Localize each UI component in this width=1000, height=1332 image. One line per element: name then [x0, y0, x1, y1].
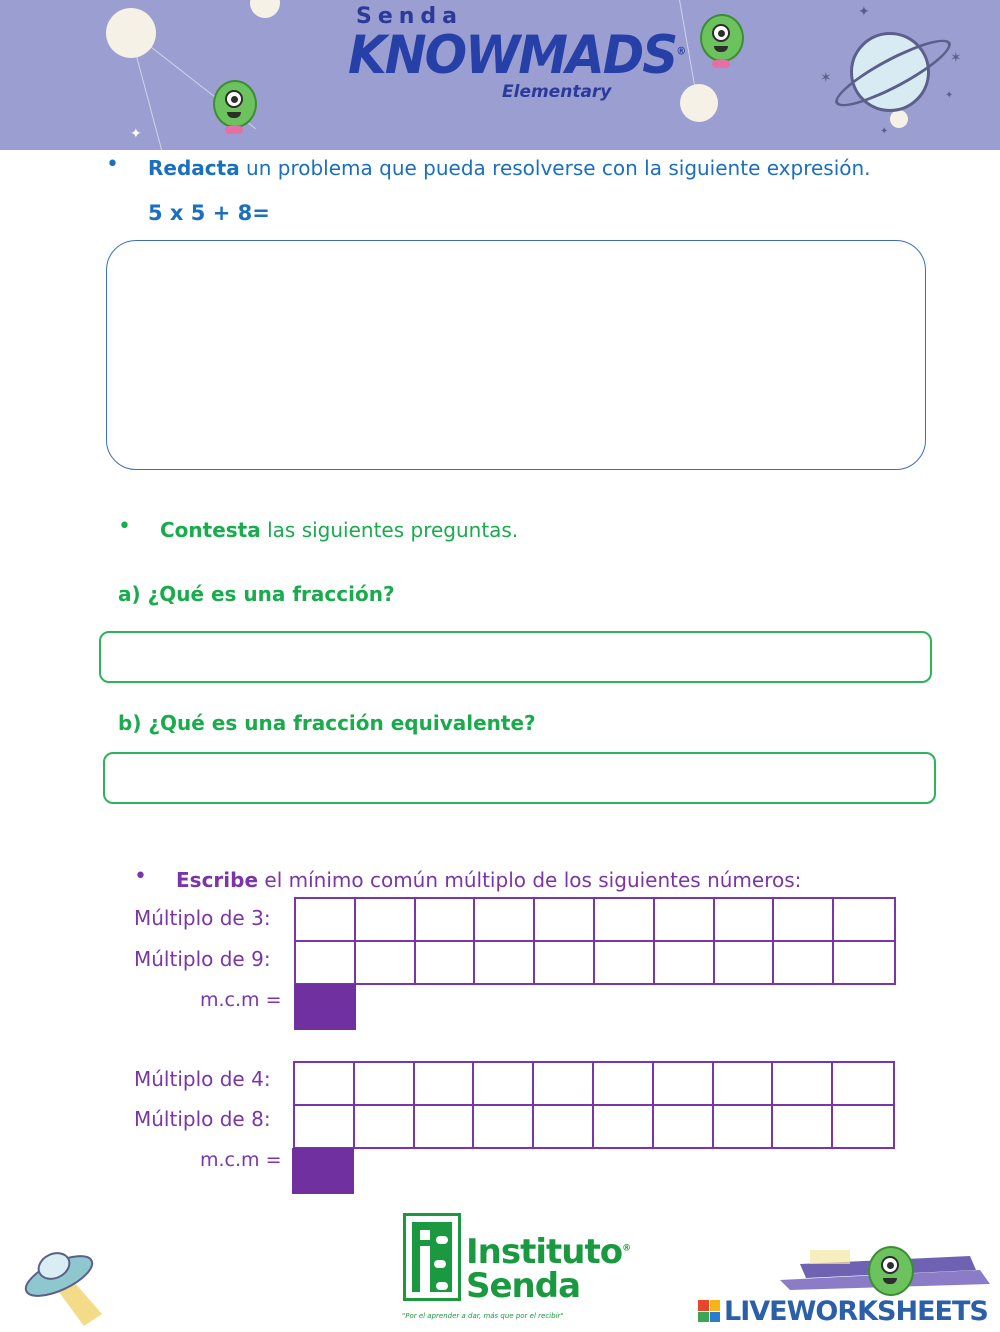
grid-cell[interactable]: [654, 1063, 714, 1104]
grid-cell[interactable]: [535, 942, 595, 983]
question-a: a) ¿Qué es una fracción?: [118, 582, 395, 606]
star-icon: ✦: [130, 126, 142, 142]
row-label-multiples-4: Múltiplo de 4:: [134, 1067, 271, 1091]
row-label-multiples-9: Múltiplo de 9:: [134, 947, 271, 971]
grid-cell[interactable]: [715, 942, 775, 983]
section3-instruction: [176, 868, 801, 892]
brand-main-text: KNOWMADS: [348, 24, 677, 86]
mcm-label: m.c.m =: [200, 989, 282, 1011]
star-icon: ✶: [950, 50, 962, 66]
grid-cell[interactable]: [534, 1063, 594, 1104]
grid-cell[interactable]: [773, 1063, 833, 1104]
star-icon: ✦: [945, 90, 954, 101]
bullet-icon: •: [134, 864, 147, 889]
mcm-answer-box[interactable]: [294, 984, 356, 1030]
multiples-9-grid: [294, 940, 896, 985]
grid-cell[interactable]: [474, 1063, 534, 1104]
grid-cell[interactable]: [715, 899, 775, 940]
grid-cell[interactable]: [416, 942, 476, 983]
grid-cell[interactable]: [774, 899, 834, 940]
grid-cell[interactable]: [356, 942, 416, 983]
row-label-multiples-3: Múltiplo de 3:: [134, 906, 271, 930]
grid-cell[interactable]: [534, 1106, 594, 1147]
instruction-bold: Contesta: [160, 518, 261, 542]
star-icon: ✦: [880, 126, 889, 137]
section1-instruction: [148, 156, 871, 180]
header-banner: [0, 0, 1000, 150]
grid-cell[interactable]: [655, 899, 715, 940]
multiples-8-grid: [293, 1104, 895, 1149]
grid-cell[interactable]: [773, 1106, 833, 1147]
grid-cell[interactable]: [356, 899, 416, 940]
grid-cell[interactable]: [834, 942, 894, 983]
grid-cell[interactable]: [595, 942, 655, 983]
grid-cell[interactable]: [834, 899, 894, 940]
instruction-bold: Escribe: [176, 868, 259, 892]
math-expression: 5 x 5 + 8=: [148, 201, 270, 225]
grid-cell[interactable]: [714, 1063, 774, 1104]
instruction-text: las siguientes preguntas.: [260, 518, 519, 542]
brand-top-text: Senda: [356, 4, 464, 29]
logo-line1: Instituto: [466, 1232, 623, 1272]
instruction-bold: Redacta: [148, 156, 240, 180]
mcm-label: m.c.m =: [200, 1149, 282, 1171]
instituto-senda-logo-icon: [403, 1213, 461, 1301]
registered-mark: ®: [676, 45, 685, 58]
grid-cell[interactable]: [475, 899, 535, 940]
liveworksheets-badge-icon: [698, 1300, 720, 1322]
grid-cell[interactable]: [654, 1106, 714, 1147]
grid-cell[interactable]: [594, 1063, 654, 1104]
grid-cell[interactable]: [296, 942, 356, 983]
grid-cell[interactable]: [474, 1106, 534, 1147]
answer-a-field[interactable]: [99, 631, 932, 683]
brand-sub-text: Elementary: [502, 82, 612, 102]
moon-icon: [106, 8, 156, 58]
logo-tagline: "Por el aprender a dar, más que por el recibir": [402, 1312, 564, 1320]
alien-mascot-icon: [205, 72, 265, 142]
logo-text-line2: Senda: [466, 1266, 581, 1306]
grid-cell[interactable]: [595, 899, 655, 940]
grid-cell[interactable]: [714, 1106, 774, 1147]
grid-cell[interactable]: [833, 1106, 893, 1147]
grid-cell[interactable]: [415, 1106, 475, 1147]
grid-cell[interactable]: [833, 1063, 893, 1104]
mcm-answer-box[interactable]: [292, 1148, 354, 1194]
row-label-multiples-8: Múltiplo de 8:: [134, 1107, 271, 1131]
bullet-icon: •: [118, 514, 131, 539]
section2-instruction: [160, 518, 518, 542]
moon-icon: [890, 110, 908, 128]
grid-cell[interactable]: [296, 899, 356, 940]
problem-answer-box[interactable]: [106, 240, 926, 470]
answer-b-field[interactable]: [103, 752, 936, 804]
grid-cell[interactable]: [475, 942, 535, 983]
grid-cell[interactable]: [355, 1106, 415, 1147]
registered-mark: ®: [622, 1243, 631, 1254]
grid-cell[interactable]: [535, 899, 595, 940]
bullet-icon: •: [106, 152, 119, 177]
star-icon: ✦: [858, 4, 870, 20]
grid-cell[interactable]: [415, 1063, 475, 1104]
multiples-4-grid: [293, 1061, 895, 1106]
grid-cell[interactable]: [295, 1106, 355, 1147]
moon-icon: [680, 84, 718, 122]
grid-cell[interactable]: [655, 942, 715, 983]
grid-cell[interactable]: [416, 899, 476, 940]
question-b: b) ¿Qué es una fracción equivalente?: [118, 711, 536, 735]
alien-mascot-icon: [692, 8, 752, 78]
multiples-3-grid: [294, 897, 896, 942]
moon-icon: [250, 0, 280, 18]
instruction-text: el mínimo común múltiplo de los siguientes números:: [258, 868, 802, 892]
star-icon: ✶: [820, 70, 832, 86]
ufo-icon: [14, 1238, 104, 1328]
brand-logo-text: [348, 25, 684, 86]
grid-cell[interactable]: [355, 1063, 415, 1104]
liveworksheets-watermark[interactable]: LIVEWORKSHEETS: [724, 1296, 988, 1327]
instruction-text: un problema que pueda resolverse con la siguiente expresión.: [239, 156, 871, 180]
grid-cell[interactable]: [594, 1106, 654, 1147]
grid-cell[interactable]: [774, 942, 834, 983]
grid-cell[interactable]: [295, 1063, 355, 1104]
